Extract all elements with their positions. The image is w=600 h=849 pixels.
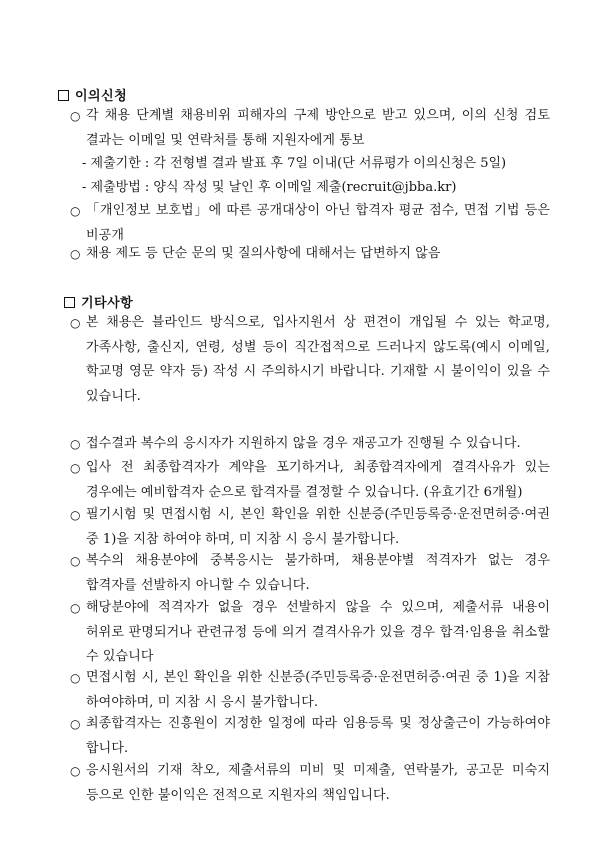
circle-bullet-icon: ○: [70, 671, 81, 685]
list-item: [70, 311, 550, 409]
list-item: [70, 199, 550, 248]
list-item: [70, 503, 550, 552]
list-item: [70, 104, 550, 153]
circle-bullet-icon: ○: [70, 601, 81, 615]
list-item-text: 접수결과 복수의 응시자가 지원하지 않을 경우 재공고가 진행될 수 있습니다.: [86, 436, 521, 451]
list-item: [70, 549, 550, 598]
list-item: [70, 712, 550, 761]
list-item-text: 채용 제도 등 단순 문의 및 질의사항에 대해서는 답변하지 않음: [86, 246, 441, 261]
checkbox-square-icon: [58, 90, 69, 101]
list-item-text: 해당분야에 적격자가 없을 경우 선발하지 않을 수 있으며, 제출서류 내용이 허위로 판명되거나 관련규정 등에 의거 결격사유가 있을 경우 합격·임용을 취소할 수 있습니다: [86, 600, 550, 664]
list-item-text: 필기시험 및 면접시험 시, 본인 확인을 위한 신분증(주민등록증·운전면허증·여권 중 1)을 지참 하여야 하며, 미 지참 시 응시 불가합니다.: [86, 507, 550, 547]
checkbox-square-icon: [64, 297, 75, 308]
section-title-etc: [64, 292, 133, 311]
sub-item-method: - 제출방법 : 양식 작성 및 날인 후 이메일 제출(recruit@jbba.kr): [82, 180, 457, 195]
list-item-text: 최종합격자는 진흥원이 지정한 일정에 따라 임용등록 및 정상출근이 가능하여야 합니다.: [86, 716, 550, 756]
list-item: [70, 456, 550, 505]
list-item-text: 「개인정보 보호법」에 따른 공개대상이 아닌 합격자 평균 점수, 면접 기법 등은 비공개: [86, 203, 550, 243]
circle-bullet-icon: ○: [70, 764, 81, 778]
list-item-text: 응시원서의 기재 착오, 제출서류의 미비 및 미제출, 연락불가, 공고문 미숙지 등으로 인한 불이익은 전적으로 지원자의 책임입니다.: [86, 763, 550, 803]
circle-bullet-icon: ○: [70, 204, 81, 218]
list-item-text: 각 채용 단계별 채용비위 피해자의 구제 방안으로 받고 있으며, 이의 신청 검토 결과는 이메일 및 연락처를 통해 지원자에게 통보: [86, 108, 550, 148]
list-item: [70, 666, 550, 715]
circle-bullet-icon: ○: [70, 717, 81, 731]
list-item: [70, 242, 550, 267]
section-title-objection-label: 이의신청: [75, 89, 128, 104]
list-item-text: 본 채용은 블라인드 방식으로, 입사지원서 상 편견이 개입될 수 있는 학교명, 가족사항, 출신지, 연령, 성별 등이 직간접적으로 드러나지 않도록(예시 이메일, 학교명 영문 약자 등) 작성 시 주의하시기 바랍니다. 기재할 시 불이익이 있을 수 있습니다.: [86, 315, 550, 404]
list-item-text: 면접시험 시, 본인 확인을 위한 신분증(주민등록증·운전면허증·여권 중 1)을 지참 하여야하며, 미 지참 시 응시 불가합니다.: [86, 670, 550, 710]
circle-bullet-icon: ○: [70, 316, 81, 330]
circle-bullet-icon: ○: [70, 109, 81, 123]
list-item: [70, 432, 550, 457]
section-title-etc-label: 기타사항: [81, 296, 134, 311]
sub-item-deadline: - 제출기한 : 각 전형별 결과 발표 후 7일 이내(단 서류평가 이의신청은 5일): [82, 156, 507, 171]
circle-bullet-icon: ○: [70, 461, 81, 475]
list-item: [70, 759, 550, 808]
list-item: [70, 596, 550, 670]
circle-bullet-icon: ○: [70, 247, 81, 261]
list-item-text: 복수의 채용분야에 중복응시는 불가하며, 채용분야별 적격자가 없는 경우 합격자를 선발하지 아니할 수 있습니다.: [86, 553, 550, 593]
circle-bullet-icon: ○: [70, 437, 81, 451]
list-item-text: 입사 전 최종합격자가 계약을 포기하거나, 최종합격자에게 결격사유가 있는 경우에는 예비합격자 순으로 합격자를 결정할 수 있습니다. (유효기간 6개월): [86, 460, 550, 500]
circle-bullet-icon: ○: [70, 554, 81, 568]
circle-bullet-icon: ○: [70, 508, 81, 522]
section-title-objection: [58, 85, 127, 104]
